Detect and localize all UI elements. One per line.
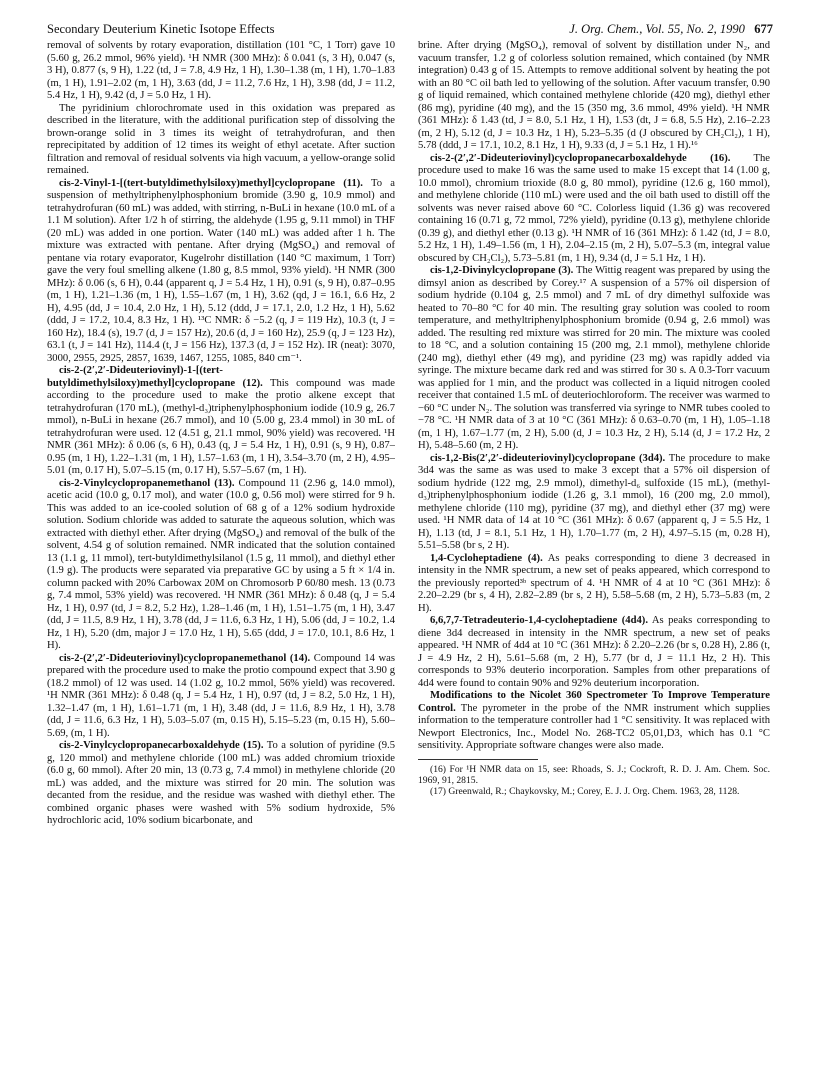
running-title: Secondary Deuterium Kinetic Isotope Effects	[47, 22, 275, 36]
section-heading: cis-2-Vinyl-1-[(tert-butyldimethylsiloxy)methyl]cyclopropane (11).	[59, 177, 363, 189]
paragraph: Modifications to the Nicolet 360 Spectrometer To Improve Temperature Control. The pyrometer in the probe of the NMR instrument which supplies information to the temperature controller had 1 °C sensitivity. It was replaced with Newport Electronics, Inc., Model No. 268-TC2 05,01,D3, which has 0.1 °C sensitivity. Appropriate software changes were also made.	[418, 690, 770, 751]
footnote: (16) For ¹H NMR data on 15, see: Rhoads, S. J.; Cockroft, R. D. J. Am. Chem. Soc. 1969, 91, 2815.	[418, 763, 770, 786]
right-column	[418, 40, 770, 1060]
section-heading: cis-2-(2′,2′-Dideuteriovinyl)cyclopropanemethanol (14).	[59, 652, 311, 664]
section-heading: cis-2-Vinylcyclopropanemethanol (13).	[59, 477, 235, 489]
section-heading: cis-2-(2′,2′-Dideuteriovinyl)cyclopropanecarboxaldehyde (16).	[430, 152, 731, 164]
paragraph: cis-2-Vinyl-1-[(tert-butyldimethylsiloxy)methyl]cyclopropane (11). To a suspension of methyltriphenylphosphonium bromide (3.90 g, 10.9 mmol) and tetrahydrofuran (60 mL) was added, with stirring, n-BuLi in hexane (10.0 mL of a 1.1 M solution). After 1/2 h of stirring, the aldehyde (1.95 g, 9.11 mmol) in THF (20 mL) was added in one portion. Water (140 mL) was added after 1 h. The mixture was extracted with pentane. After drying (MgSO₄) and removal of pentane via rotary evaporator, Kugelrohr distillation (140 °C maximum, 1 Torr) gave the very foul smelling alkene (1.80 g, 8.5 mmol, 93% yield). ¹H NMR (300 MHz): δ 0.06 (s, 6 H), 0.44 (apparent q, J = 5.4 Hz, 1 H), 0.91 (s, 9 H), 0.87–0.95 (m, 1 H), 1.21–1.36 (m, 1 H), 1.55–1.67 (m, 1 H), 3.62 (qd, J = 16.1, 6.6 Hz, 2 H), 4.95 (dd, J = 10.4, 2.0 Hz, 1 H), 5.12 (ddd, J = 17.1, 2.0, 1.2 Hz, 1 H), 5.62 (ddd, J = 17.2, 10.4, 8.3 Hz, 1 H). ¹³C NMR: δ −5.2 (q, J = 119 Hz), 10.3 (t, J = 160 Hz), 18.4 (s), 19.7 (d, J = 157 Hz), 20.6 (d, J = 160 Hz), 25.9 (q, J = 123 Hz), 63.1 (t, J = 141 Hz), 114.4 (t, J = 156 Hz), 137.3 (d, J = 152 Hz). IR (neat): 3070, 3000, 2955, 2925, 2857, 1639, 1467, 1255, 1085, 840 cm⁻¹.	[47, 177, 395, 364]
paragraph: 1,4-Cycloheptadiene (4). As peaks corresponding to diene 3 decreased in intensity in the NMR spectrum, a new set of peaks appeared, which correspond to the previously reported³ᵇ spectrum of 4. ¹H NMR of 4 at 10 °C (361 MHz): δ 2.20–2.29 (br s, 4 H), 2.82–2.89 (br s, 2 H), 5.58–5.68 (m, 2 H), 5.73–5.83 (m, 2 H).	[418, 552, 770, 614]
section-heading: cis-1,2-Divinylcyclopropane (3).	[430, 265, 574, 276]
paragraph: brine. After drying (MgSO₄), removal of solvent by distillation under N₂, and vacuum transfer, 1.2 g of colorless solution remained, which contained (by NMR integration) 0.43 g of 15. Attempts to remove additional solvent by heating the pot with an 80 °C oil bath led to yellowing of the solution. After vacuum transfer, 0.90 g of liquid remained, which contained methylene chloride (420 mg), diethyl ether (86 mg), pyridine (40 mg), and the 15 (350 mg, 3.6 mmol, 49% yield). ¹H NMR (361 MHz): δ 1.43 (td, J = 8.0, 5.1 Hz, 1 H), 1.53 (dt, J = 6.8, 5.5 Hz), 2.16–2.23 (m, 2 H), 5.12 (d, J = 10.3 Hz, 1 H), 5.23–5.35 (d (J obscured by CH₂Cl₂), 1 H), 5.78 (ddd, J = 17.1, 10.2, 8.1 Hz, 1 H), 9.33 (d, J = 5.1 Hz, 1 H).¹⁶	[418, 40, 770, 151]
section-heading: 6,6,7,7-Tetradeuterio-1,4-cycloheptadiene (4d4).	[430, 615, 648, 626]
journal-name: J. Org. Chem., Vol. 55, No. 2, 1990	[569, 22, 745, 36]
running-header	[47, 22, 773, 38]
section-heading: Modifications to the Nicolet 360 Spectrometer To Improve Temperature Control.	[418, 690, 770, 714]
section-heading: cis-2-Vinylcyclopropanecarboxaldehyde (15).	[59, 740, 264, 751]
paragraph: cis-1,2-Bis(2′,2′-dideuteriovinyl)cyclopropane (3d4). The procedure to make 3d4 was the same as was used to make 3 except that a 57% oil dispersion of sodium hydride (122 mg, 2.9 mmol), dimethyl-d₆ sulfoxide (15 mL), (methyl-d₃)triphenylphosphonium iodide (1.26 g, 3.1 mmol), 16 (200 mg, 2.0 mmol), methylene chloride (110 mg), pyridine (37 mg), and diethyl ether (37 mg) were used. ¹H NMR data of 14 at 10 °C (361 MHz): δ 0.67 (apparent q, J = 5.5 Hz, 1 H), 1.13 (td, J = 8.1, 5.1 Hz, 1 H), 1.70–1.77 (m, 2 H), 4.97–5.15 (m, 0.28 H), 5.51–5.58 (br s, 2 H).	[418, 452, 770, 551]
footnote: (17) Greenwald, R.; Chaykovsky, M.; Corey, E. J. J. Org. Chem. 1963, 28, 1128.	[430, 785, 740, 797]
paragraph: removal of solvents by rotary evaporation, distillation (101 °C, 1 Torr) gave 10 (5.60 g, 26.2 mmol, 96% yield). ¹H NMR (300 MHz): δ 0.041 (s, 3 H), 0.047 (s, 3 H), 0.877 (s, 9 H), 1.22 (td, J = 7.8, 4.9 Hz, 1 H), 1.30–1.38 (m, 1 H), 1.70–1.83 (m, 1 H), 1.91–2.02 (m, 1 H), 3.63 (dd, J = 11.2, 7.6 Hz, 1 H), 3.98 (dd, J = 11.2, 5.4 Hz, 1 H), 9.42 (d, J = 5.0 Hz, 1 H).	[47, 40, 395, 101]
paragraph: 6,6,7,7-Tetradeuterio-1,4-cycloheptadiene (4d4). As peaks corresponding to diene 3d4 decreased in intensity in the NMR spectrum, a new set of peaks appeared. ¹H NMR of 4d4 at 10 °C (361 MHz): δ 2.20–2.26 (br s, 0.28 H), 2.86 (t, J = 4.9 Hz, 2 H), 5.61–5.68 (m, 2 H), 5.77 (br d, J = 11.1 Hz, 2 H). This corresponds to 93% deuterio incorporation. Samples from other preparations of 4d4 were found to contain 90% and 92% deuterium incorporation.	[418, 615, 770, 689]
left-column	[47, 40, 395, 1060]
paragraph: cis-2-Vinylcyclopropanemethanol (13). Compound 11 (2.96 g, 14.0 mmol), acetic acid (10.0 g, 0.17 mol), and water (10.0 g, 0.56 mol) were stirred for 9 h. This was added to an ice-cooled solution of 68 g of a 12% sodium hydroxide solution. Sodium chloride was added to saturate the aqueous solution, which was extracted with diethyl ether. After drying (MgSO₄) and removal of the bulk of the solvent, 4.54 g of solution remained. NMR indicated that the solution contained 13 (1.1 g, 11 mmol), tert-butyldimethylsilanol (1.5 g, 11 mmol), and diethyl ether (1.9 g). The products were separated via preparative GC by using a 5 ft × 1/4 in. column packed with 20% Carbowax 20M on Chromosorb P 60/80 mesh. 13 (0.73 g, 7.4 mmol, 53% yield) was recovered. ¹H NMR (361 MHz): δ 0.48 (q, J = 5.4 Hz, 1 H), 0.97 (td, J = 8.2, 5.2 Hz), 1.28–1.46 (m, 1 H), 1.51–1.75 (m, 1 H), 3.47 (dd, J = 11.5, 8.9 Hz, 1 H), 3.78 (dd, J = 11.6, 6.3 Hz, 1 H), 5.06 (dd, J = 10.2, 1.4 Hz, 1 H), 5.20 (dm, major J = 17.0 Hz, 1 H), 5.65 (ddd, J = 17.0, 10.1, 8.6 Hz, 1 H).	[47, 477, 395, 651]
paragraph: cis-2-(2′,2′-Dideuteriovinyl)cyclopropanemethanol (14). Compound 14 was prepared with the procedure used to make the protio compound expect that 3.90 g (18.2 mmol) of 12 was used. 14 (1.02 g, 10.2 mmol, 56% yield) was recovered. ¹H NMR (361 MHz): δ 0.48 (q, J = 5.4 Hz, 1 H), 0.97 (td, J = 8.2, 5.0 Hz, 1 H), 1.32–1.47 (m, 1 H), 1.61–1.71 (m, 1 H), 3.48 (dd, J = 11.6, 8.9 Hz, 1 H), 3.78 (dd, J = 11.6, 6.3 Hz, 1 H), 5.03–5.07 (m, 0.15 H), 5.15–5.23 (m, 0.15 H), 5.60–5.69, (m, 1 H).	[47, 652, 395, 739]
section-heading: cis-2-(2′,2′-Dideuteriovinyl)-1-[(tert-butyldimethylsiloxy)methyl]cyclopropane (12).	[47, 365, 263, 389]
paragraph: cis-2-(2′,2′-Dideuteriovinyl)cyclopropanecarboxaldehyde (16). The procedure used to make 16 was the same used to make 15 except that 14 (1.00 g, 10.0 mmol), chromium trioxide (8.0 g, 80 mmol), pyridine (12.6 g, 160 mmol), and methylene chloride (110 mL) were used and the oil bath used to distill off the solvents was never raised above 60 °C. Colorless liquid (1.36 g) was recovered containing 16 (0.71 g, 72 mmol, 72% yield), pyridine (0.13 g), methylene chloride (0.39 g), and diethyl ether (0.13 g). ¹H NMR of 16 (361 MHz): δ 1.42 (td, J = 8.0, 5.2 Hz, 1 H), 1.49–1.56 (m, 1 H), 2.04–2.15 (m, 2 H), 5.07–5.3 (m, integral value obscured by CH₂Cl₂), 5.73–5.81 (m, 1 H), 9.34 (d, J = 5.1 Hz, 1 H).	[418, 152, 770, 264]
footnote-divider	[418, 759, 538, 760]
journal-citation	[569, 22, 773, 37]
paragraph: cis-2-(2′,2′-Dideuteriovinyl)-1-[(tert-butyldimethylsiloxy)methyl]cyclopropane (12). This compound was made according to the procedure used to make the protio alkene except that tetrahydrofuran (170 mL), (methyl-d₃)triphenylphosphonium iodide (10.9 g, 26.7 mmol), n-BuLi in hexane (26.7 mmol), and 10 (5.00 g, 23.4 mmol) in 30 mL of tetrahydrofuran were used. 12 (4.51 g, 21.1 mmol, 90% yield) was recovered. ¹H NMR (361 MHz): δ 0.06 (s, 6 H), 0.43 (q, J = 5.4 Hz, 1 H), 0.91 (s, 9 H), 0.87–0.95 (m, 1 H), 1.22–1.31 (m, 1 H), 1.57–1.63 (m, 1 H), 3.54–3.70 (m, 2 H), 4.95–5.01 (m, 0.17 H), 5.07–5.15 (m, 0.17 H), 5.57–5.67 (m, 1 H).	[47, 365, 395, 476]
paragraph: The pyridinium chlorochromate used in this oxidation was prepared as described in the literature, with the additional purification step of dissolving the brown-orange solid in 3 times its weight of tetrahydrofuran, and then reprecipitated by addition of 12 times its weight of ethyl acetate. After suction filtration and removal of residual solvents via high vacuum, a yellow-orange solid remained.	[47, 102, 395, 176]
section-heading: 1,4-Cycloheptadiene (4).	[430, 552, 543, 564]
page-number: 677	[754, 22, 773, 36]
paragraph: cis-2-Vinylcyclopropanecarboxaldehyde (15). To a solution of pyridine (9.5 g, 120 mmol) and methylene chloride (100 mL) was added chromium trioxide (6.0 g, 60 mmol). After 20 min, 13 (0.73 g, 7.4 mmol) in methylene chloride (20 mL) was added, and the mixture was stirred for 20 min. The solution was decanted from the residue, and the residue was washed with diethyl ether. The combined organic phases were washed with 5% sodium hydroxide, 5% hydrochloric acid, 10% sodium bicarbonate, and	[47, 740, 395, 826]
paragraph: cis-1,2-Divinylcyclopropane (3). The Wittig reagent was prepared by using the dimsyl anion as described by Corey.¹⁷ A suspension of a 57% oil dispersion of sodium hydride (0.104 g, 2.5 mmol) and 7 mL of dry dimethyl sulfoxide was heated to 70–80 °C for 40 min. The resulting gray solution was cooled to room temperature, and methyltriphenylphosphonium bromide (0.94 g, 2.6 mmol) was added. The resulting red mixture was stirred for 20 min. The mixture was cooled to 18 °C, and a solution containing 15 (200 mg, 2.1 mmol), methylene chloride (240 mg), diethyl ether (49 mg), and pyridine (23 mg) was rapidly added via syringe. The mixture became dark red and was stirred for 30 s. A 0.3-Torr vacuum was applied for 1 min, and the product was collected in a liquid nitrogen cooled receiver that contained 1.5 mL of deuteriochloroform. The receiver was warmed to −60 °C under N₂. The solution was transferred via syringe to NMR tubes cooled to −78 °C. ¹H NMR data of 3 at 10 °C (361 MHz): δ 0.63–0.70 (m, 1 H), 1.05–1.18 (m, 1 H), 1.67–1.77 (m, 2 H), 5.00 (d, J = 10.3 Hz, 2 H), 5.14 (d, J = 17.2 Hz, 2 H), 5.48–5.60 (m, 2 H).	[418, 265, 770, 451]
section-heading: cis-1,2-Bis(2′,2′-dideuteriovinyl)cyclopropane (3d4).	[430, 452, 666, 464]
